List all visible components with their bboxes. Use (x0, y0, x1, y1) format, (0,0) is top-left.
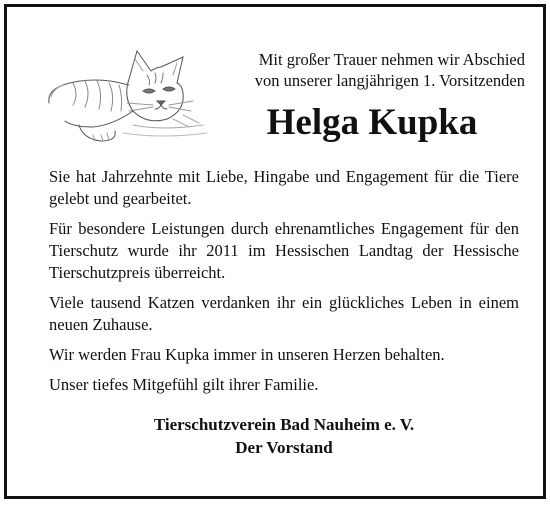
signature-board: Der Vorstand (235, 438, 333, 457)
intro-line-1: Mit großer Trauer nehmen wir Abschied (258, 50, 525, 69)
paragraph: Für besondere Leistungen durch ehrenamtliches Engagement für den Tierschutz wurde ihr 2011 im Hessischen Landtag der Hessische Tierschutzpreis überreicht. (49, 219, 519, 282)
paragraph: Viele tausend Katzen verdanken ihr ein glückliches Leben in einem neuen Zuhause. (49, 293, 519, 334)
intro-text (217, 49, 525, 91)
signature-organization: Tierschutzverein Bad Nauheim e. V. (153, 415, 415, 434)
deceased-name: Helga Kupka (266, 102, 478, 143)
cat-sketch-icon (43, 45, 209, 145)
signature (49, 413, 519, 459)
paragraph: Sie hat Jahrzehnte mit Liebe, Hingabe und Engagement für die Tiere gelebt und gearbeitet. (49, 167, 519, 208)
paragraph: Wir werden Frau Kupka immer in unseren Herzen behalten. (49, 345, 445, 364)
paragraph: Unser tiefes Mitgefühl gilt ihrer Familie. (49, 375, 319, 394)
obituary-frame (4, 4, 546, 499)
intro-line-2: von unserer langjährigen 1. Vorsitzenden (254, 71, 525, 90)
obituary-body (49, 166, 519, 404)
